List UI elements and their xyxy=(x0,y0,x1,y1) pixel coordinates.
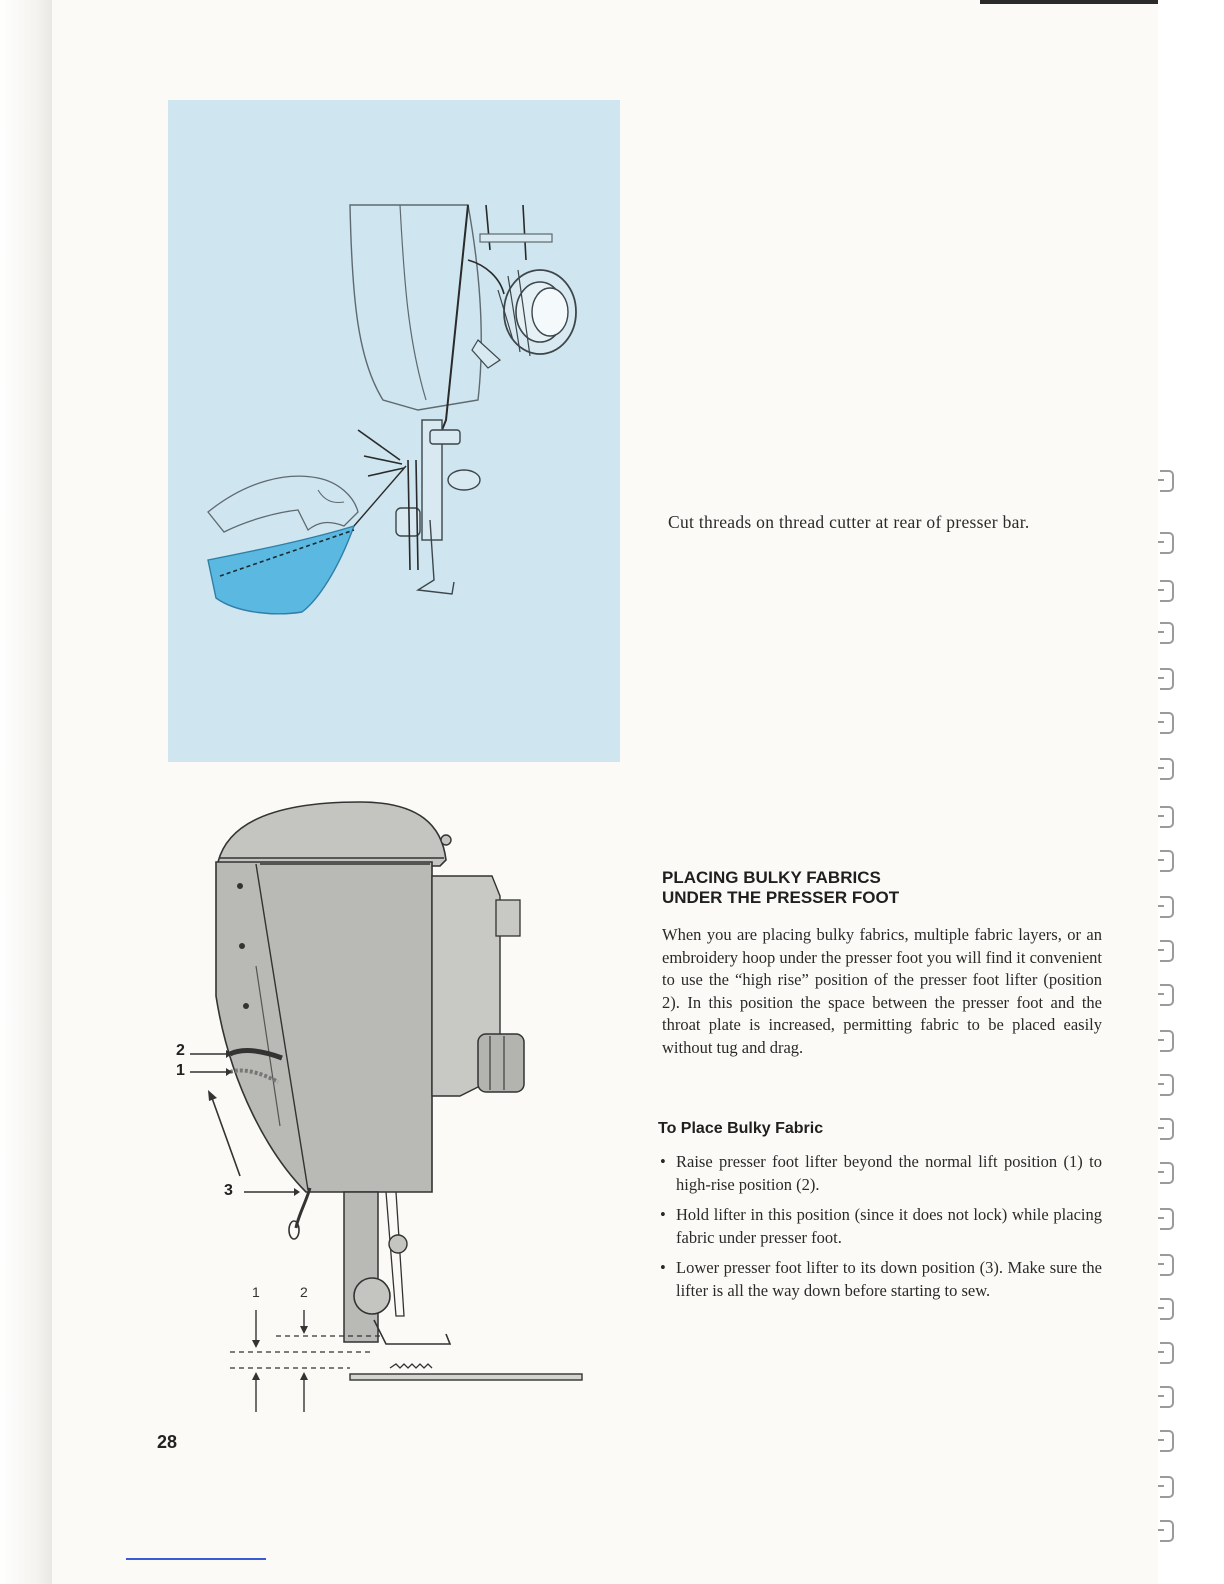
binding-ring xyxy=(1160,806,1174,828)
callout-position-3: 3 xyxy=(224,1182,233,1199)
callout-position-2: 2 xyxy=(176,1042,185,1059)
binding-ring xyxy=(1160,940,1174,962)
instruction-list xyxy=(658,1151,1102,1311)
binding-ring xyxy=(1160,758,1174,780)
page-number: 28 xyxy=(157,1432,178,1452)
binding-ring xyxy=(1160,622,1174,644)
section-body: When you are placing bulky fabrics, multiple fabric layers, or an embroidery hoop under the presser foot you will find it convenient to use the “high rise” position of the presser foot lifter (position 2). In this position the space between the presser foot and the throat plate is increased, permitting fabric to be placed easily without tug and drag. xyxy=(662,925,1102,1057)
section-heading-line-1: PLACING BULKY FABRICS xyxy=(662,868,881,887)
binding-ring xyxy=(1160,1254,1174,1276)
binding-ring xyxy=(1160,1162,1174,1184)
page-top-edge xyxy=(980,0,1160,4)
binding-ring xyxy=(1160,580,1174,602)
binding-ring xyxy=(1160,470,1174,492)
binding-ring xyxy=(1160,896,1174,918)
binding-ring xyxy=(1160,850,1174,872)
binding-ring xyxy=(1160,1386,1174,1408)
presser-lifter-illustration xyxy=(160,796,590,1426)
binding-ring xyxy=(1160,1208,1174,1230)
binding-ring xyxy=(1160,1430,1174,1452)
binding-ring xyxy=(1160,532,1174,554)
binding-ring xyxy=(1160,712,1174,734)
page-gutter-shadow xyxy=(0,0,52,1584)
instructions-title: To Place Bulky Fabric xyxy=(658,1120,824,1137)
binding-ring xyxy=(1160,1030,1174,1052)
binding-ring xyxy=(1160,984,1174,1006)
binding-ring xyxy=(1160,1342,1174,1364)
thread-cutter-illustration xyxy=(168,100,620,762)
section-heading-line-2: UNDER THE PRESSER FOOT xyxy=(662,888,900,907)
callout-position-1: 1 xyxy=(176,1062,185,1079)
instruction-step: • Lower presser foot lifter to its down position (3). Make sure the lifter is all the way down before starting to sew. xyxy=(658,1257,1102,1302)
binding-ring xyxy=(1160,1476,1174,1498)
thread-cutter-caption: Cut threads on thread cutter at rear of presser bar. xyxy=(668,512,1030,532)
binding-ring xyxy=(1160,668,1174,690)
instruction-step: • Raise presser foot lifter beyond the normal lift position (1) to high-rise position (2). xyxy=(658,1151,1102,1196)
footer-rule xyxy=(126,1558,266,1560)
presser-lifter-drawing xyxy=(160,796,590,1426)
instruction-step: • Hold lifter in this position (since it does not lock) while placing fabric under presser foot. xyxy=(658,1204,1102,1249)
binding-ring xyxy=(1160,1074,1174,1096)
binding-ring xyxy=(1160,1118,1174,1140)
binding-ring xyxy=(1160,1298,1174,1320)
scale-label-2: 2 xyxy=(300,1284,308,1300)
binding-ring xyxy=(1160,1520,1174,1542)
section-heading xyxy=(662,868,1102,908)
thread-cutter-drawing xyxy=(168,100,620,762)
scale-label-1: 1 xyxy=(252,1284,260,1300)
spiral-binding xyxy=(1158,0,1224,1584)
